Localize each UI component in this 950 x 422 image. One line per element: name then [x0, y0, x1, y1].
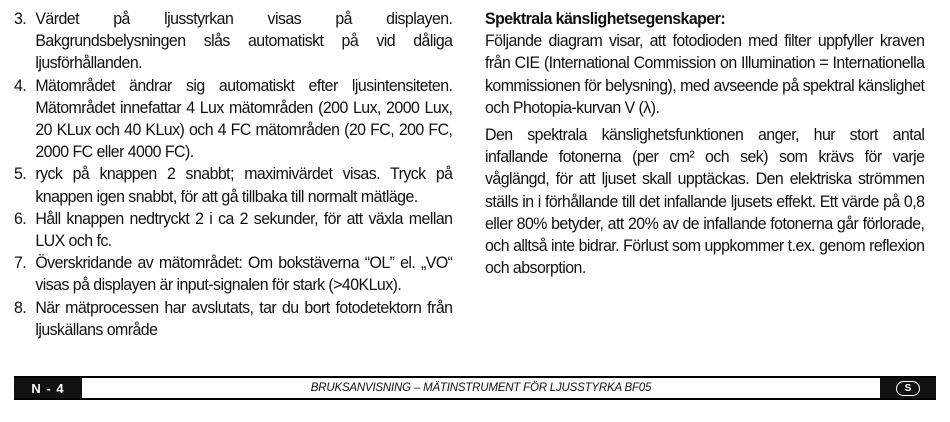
page-number: N - 4	[14, 378, 82, 398]
language-badge	[880, 378, 936, 398]
item-text: ryck på knappen 2 snabbt; maximivärdet visas. Tryck på knappen igen snabbt, för att gå tillbaka till normalt mätläge.	[35, 165, 453, 206]
section-heading: Spektrala känslighetsegenskaper:	[485, 10, 726, 28]
item-number: 6.	[14, 209, 27, 228]
list-item	[14, 252, 452, 296]
item-number: 7.	[14, 254, 27, 273]
page-footer	[14, 376, 936, 400]
instruction-list	[14, 8, 452, 341]
left-column	[14, 8, 452, 341]
item-text: Håll knappen nedtryckt 2 i ca 2 sekunder, för att växla mellan LUX och fc.	[35, 209, 453, 251]
right-column	[485, 8, 924, 284]
language-badge-label: S	[896, 381, 920, 396]
item-number: 8.	[14, 298, 27, 317]
list-item	[14, 163, 452, 207]
item-text: När mätprocessen har avslutats, tar du bort fotodetektorn från ljuskällans område	[35, 298, 453, 339]
list-item	[14, 8, 452, 75]
item-number: 4.	[14, 76, 27, 95]
list-item	[14, 297, 452, 341]
item-text: Mätområdet ändrar sig automatiskt efter ljusintensiteten. Mätområdet innefattar 4 Lux mätområden (200 Lux, 2000 Lux, 20 KLux och 40 KLux) och 4 FC mätområden (20 FC, 200 FC, 2000 FC eller 4000 FC).	[35, 76, 453, 162]
list-item	[14, 75, 452, 164]
item-number: 5.	[14, 165, 27, 184]
item-text: Värdet på ljusstyrkan visas på displayen. Bakgrundsbelysningen slås automatiskt på vid dåliga ljusförhållanden.	[35, 10, 453, 73]
item-number: 3.	[14, 10, 27, 28]
footer-title: BRUKSANVISNING – MÄTINSTRUMENT FÖR LJUSSTYRKA BF05	[310, 382, 652, 394]
paragraph-explanation: Den spektrala känslighetsfunktionen anger, hur stort antal infallande fotonerna (per cm² och sek) som krävs för varje våglängd, för att ljuset skall upptäckas. Den elektriska strömmen ställs in i förhållande till det infallande ljusets effekt. Ett värde på 0,8 eller 80% betyder, att 20% av de infallande fotonerna går förlorade, och alltså inte bidrar. Förlust som uppkommer t.ex. genom reflexion och absorption.	[485, 126, 925, 278]
list-item	[14, 208, 452, 252]
paragraph-intro: Följande diagram visar, att fotodioden med filter uppfyller kraven från CIE (International Commission on Illumination = Internationella kommissionen för belysning), med avseende på spektral känslighet och Photopia-kurvan V (λ).	[485, 32, 925, 117]
item-text: Överskridande av mätområdet: Om bokstäverna “OL” el. „VO“ visas på displayen är input-signalen för stark (>40KLux).	[35, 254, 453, 295]
